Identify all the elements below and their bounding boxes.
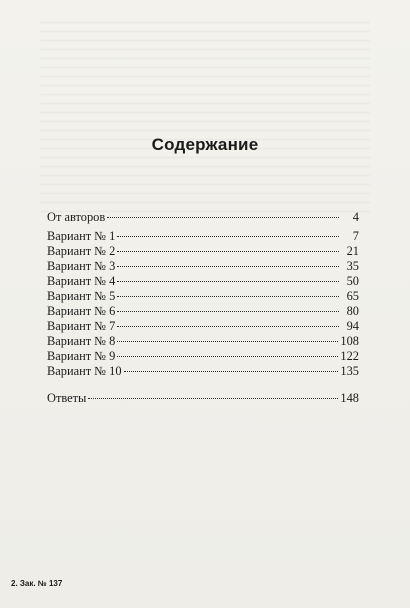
toc-entry-label: Вариант № 3 — [47, 259, 116, 273]
dot-leader — [124, 370, 339, 372]
toc-entry-page: 135 — [340, 364, 359, 378]
toc-entry-variant-1 — [47, 229, 359, 244]
dot-leader — [88, 397, 338, 399]
toc-entry-from-authors — [47, 210, 359, 225]
dot-leader — [117, 355, 338, 357]
dot-leader — [107, 216, 339, 218]
toc-entry-page: 21 — [346, 244, 359, 258]
toc-entry-variant-7 — [47, 319, 359, 334]
toc-entry-variant-8 — [47, 334, 359, 349]
toc-entry-page: 65 — [346, 289, 359, 303]
toc-entry-variant-5 — [47, 289, 359, 304]
toc-entry-variant-10 — [47, 364, 359, 379]
toc-entry-variant-3 — [47, 259, 359, 274]
dot-leader — [117, 265, 339, 267]
toc-entry-page: 122 — [340, 349, 359, 363]
dot-leader — [117, 250, 339, 252]
toc-entry-label: Вариант № 2 — [47, 244, 116, 258]
toc-entry-page: 35 — [346, 259, 359, 273]
toc-entry-page: 148 — [340, 391, 359, 405]
bleed-through-text — [40, 22, 370, 212]
toc-entry-label: Вариант № 4 — [47, 274, 116, 288]
toc-entry-answers — [47, 391, 359, 406]
toc-entry-page: 80 — [346, 304, 359, 318]
toc-entry-page: 108 — [340, 334, 359, 348]
toc-entry-label: Вариант № 7 — [47, 319, 116, 333]
page-title: Содержание — [151, 135, 259, 154]
toc-entry-label: Вариант № 6 — [47, 304, 116, 318]
dot-leader — [117, 325, 339, 327]
toc-entry-page: 7 — [352, 229, 359, 243]
toc-entry-variant-9 — [47, 349, 359, 364]
dot-leader — [117, 280, 339, 282]
toc-entry-page: 94 — [346, 319, 359, 333]
toc-entry-label: Вариант № 1 — [47, 229, 116, 243]
dot-leader — [117, 340, 338, 342]
toc-entry-variant-6 — [47, 304, 359, 319]
toc-entry-label: Вариант № 5 — [47, 289, 116, 303]
toc-entry-label: Ответы — [47, 391, 87, 405]
toc-entry-label: Вариант № 9 — [47, 349, 116, 363]
toc-entry-page: 50 — [346, 274, 359, 288]
dot-leader — [117, 235, 339, 237]
toc-entry-variant-2 — [47, 244, 359, 259]
toc-entry-page: 4 — [352, 210, 359, 224]
toc-entry-variant-4 — [47, 274, 359, 289]
toc-entry-label: Вариант № 10 — [47, 364, 122, 378]
toc-entry-label: От авторов — [47, 210, 106, 224]
toc-entry-label: Вариант № 8 — [47, 334, 116, 348]
dot-leader — [117, 310, 339, 312]
dot-leader — [117, 295, 339, 297]
printing-signature: 2. Зак. № 137 — [11, 579, 63, 588]
